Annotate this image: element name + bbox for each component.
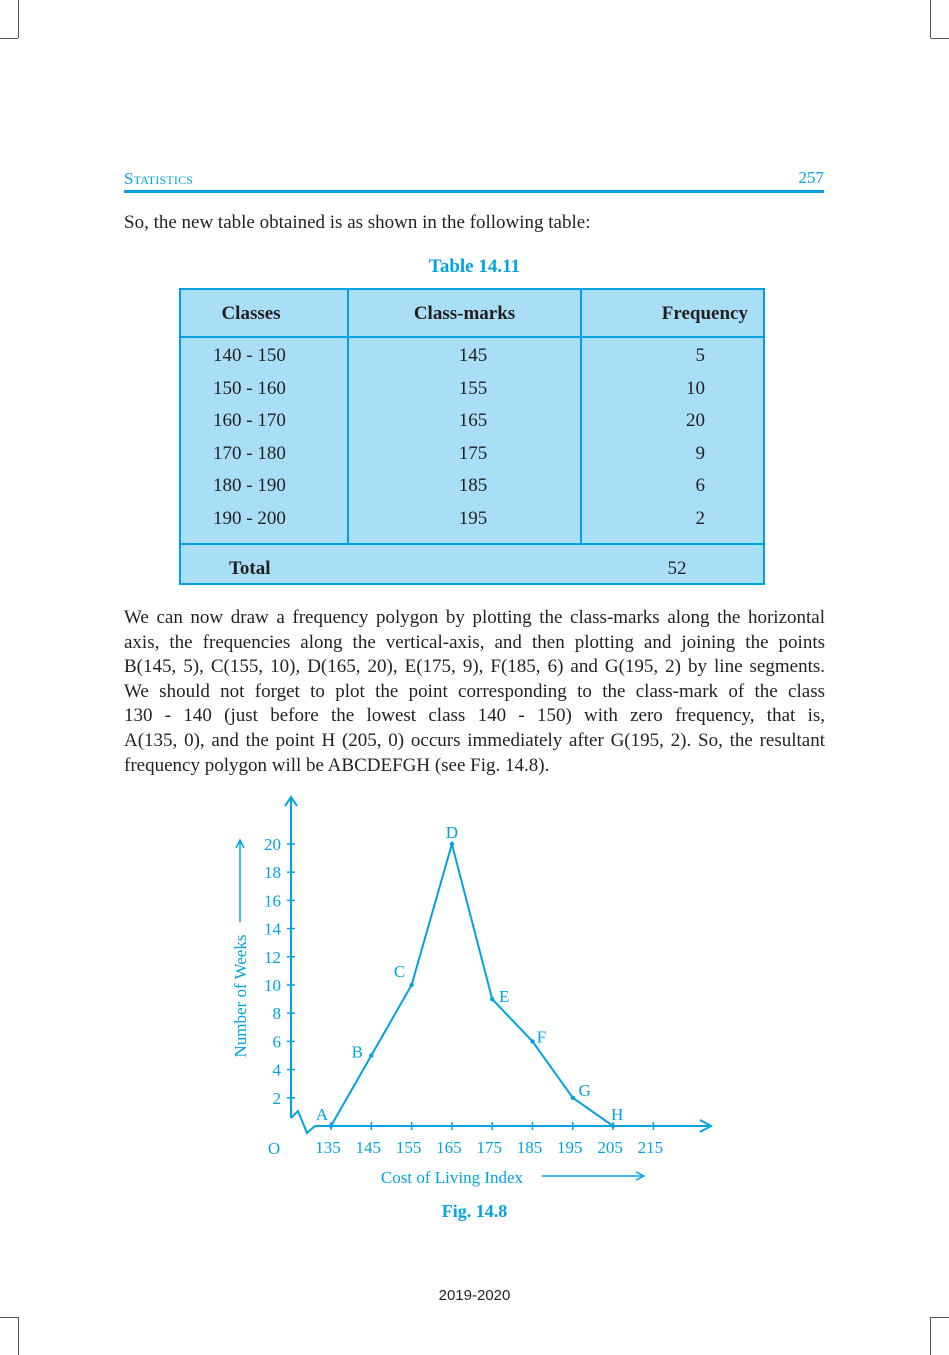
paragraph-line: We can now draw a frequency polygon by plotting the class-marks along the horizontal xyxy=(124,607,825,628)
series-line xyxy=(331,844,613,1126)
y-tick-label: 2 xyxy=(272,1088,281,1108)
x-tick-label: 155 xyxy=(395,1138,422,1157)
table-cell-class-mark: 175 xyxy=(458,442,488,464)
table-cell-class: 140 - 150 xyxy=(213,345,286,366)
table-cell-class: 190 - 200 xyxy=(213,508,286,529)
point-label: D xyxy=(445,823,459,842)
x-axis-title: Cost of Living Index xyxy=(380,1168,524,1187)
paragraph-line: 130 - 140 (just before the lowest class 140 - 150) with zero frequency, that is, xyxy=(124,705,825,727)
y-axis-title: Number of Weeks xyxy=(231,934,250,1058)
data-point xyxy=(450,842,454,846)
total-value: 52 xyxy=(667,558,687,579)
point-label: A xyxy=(315,1105,329,1124)
y-tick-label: 6 xyxy=(272,1032,281,1052)
table-cell-class: 170 - 180 xyxy=(213,442,286,464)
table-cell-class-mark: 185 xyxy=(458,475,488,497)
x-tick-label: 135 xyxy=(315,1138,341,1157)
data-point xyxy=(611,1124,615,1128)
point-label: E xyxy=(499,987,510,1007)
point-label: F xyxy=(536,1027,547,1047)
table-cell-class-mark: 145 xyxy=(458,345,488,366)
table-cell-class-mark: 195 xyxy=(458,508,488,529)
y-tick-label: 12 xyxy=(264,947,281,967)
x-tick-label: 185 xyxy=(516,1138,543,1157)
header-frequency: Frequency xyxy=(661,303,748,324)
data-point xyxy=(409,983,413,987)
point-label: H xyxy=(610,1105,624,1124)
paragraph-line: We should not forget to plot the point corresponding to the class-mark of the class xyxy=(124,680,825,702)
table-cell-class: 160 - 170 xyxy=(213,410,286,432)
header-class-marks: Class-marks xyxy=(413,303,516,324)
chapter-title: Statistics xyxy=(124,169,194,188)
table-caption: Table 14.11 xyxy=(428,256,521,277)
y-tick-label: 4 xyxy=(272,1060,281,1080)
table-cell-frequency: 5 xyxy=(695,345,705,366)
table-cell-class-mark: 155 xyxy=(458,377,488,399)
data-point xyxy=(571,1096,575,1100)
table-cell-frequency: 10 xyxy=(686,377,705,399)
table-cell-class: 180 - 190 xyxy=(213,475,286,497)
table-cell-class-mark: 165 xyxy=(458,410,488,432)
y-tick-label: 18 xyxy=(264,863,281,883)
data-point xyxy=(329,1124,333,1128)
axis-break-zigzag xyxy=(291,1111,315,1133)
paragraph-line: frequency polygon will be ABCDEFGH (see Fig. 14.8). xyxy=(124,754,550,776)
table-cell-frequency: 20 xyxy=(686,410,705,432)
table-cell-class: 150 - 160 xyxy=(213,377,286,399)
x-tick-label: 145 xyxy=(355,1138,382,1157)
table-cell-frequency: 9 xyxy=(695,442,705,464)
x-tick-label: 215 xyxy=(637,1138,664,1157)
point-label: B xyxy=(351,1042,363,1062)
x-tick-label: 195 xyxy=(557,1138,583,1157)
y-tick-label: 8 xyxy=(272,1004,281,1024)
y-tick-label: 16 xyxy=(264,891,281,911)
footer-year: 2019-2020 xyxy=(438,1287,511,1304)
data-point xyxy=(369,1053,373,1057)
intro-text: So, the new table obtained is as shown in the following table: xyxy=(124,212,591,233)
header-classes: Classes xyxy=(221,303,281,324)
data-point xyxy=(530,1039,534,1043)
y-tick-label: 10 xyxy=(264,976,281,995)
total-label: Total xyxy=(229,558,271,579)
page-number: 257 xyxy=(798,168,824,187)
table-cell-frequency: 6 xyxy=(695,475,705,497)
y-tick-label: 20 xyxy=(264,835,281,854)
x-tick-label: 205 xyxy=(597,1138,623,1157)
figure-caption: Fig. 14.8 xyxy=(441,1201,508,1221)
point-label: C xyxy=(393,962,406,981)
data-point xyxy=(490,997,494,1001)
x-tick-label: 165 xyxy=(436,1138,462,1157)
paragraph-line: B(145, 5), C(155, 10), D(165, 20), E(175, 9), F(185, 6) and G(195, 2) by line segments. xyxy=(124,656,825,678)
paragraph-line: A(135, 0), and the point H (205, 0) occurs immediately after G(195, 2). So, the resultant xyxy=(124,729,825,751)
point-label: G xyxy=(578,1080,591,1100)
origin-label: O xyxy=(267,1139,281,1158)
table-cell-frequency: 2 xyxy=(695,508,705,529)
paragraph-line: axis, the frequencies along the vertical-axis, and then plotting and joining the points xyxy=(124,631,825,653)
y-tick-label: 14 xyxy=(264,919,281,939)
x-tick-label: 175 xyxy=(476,1138,502,1157)
